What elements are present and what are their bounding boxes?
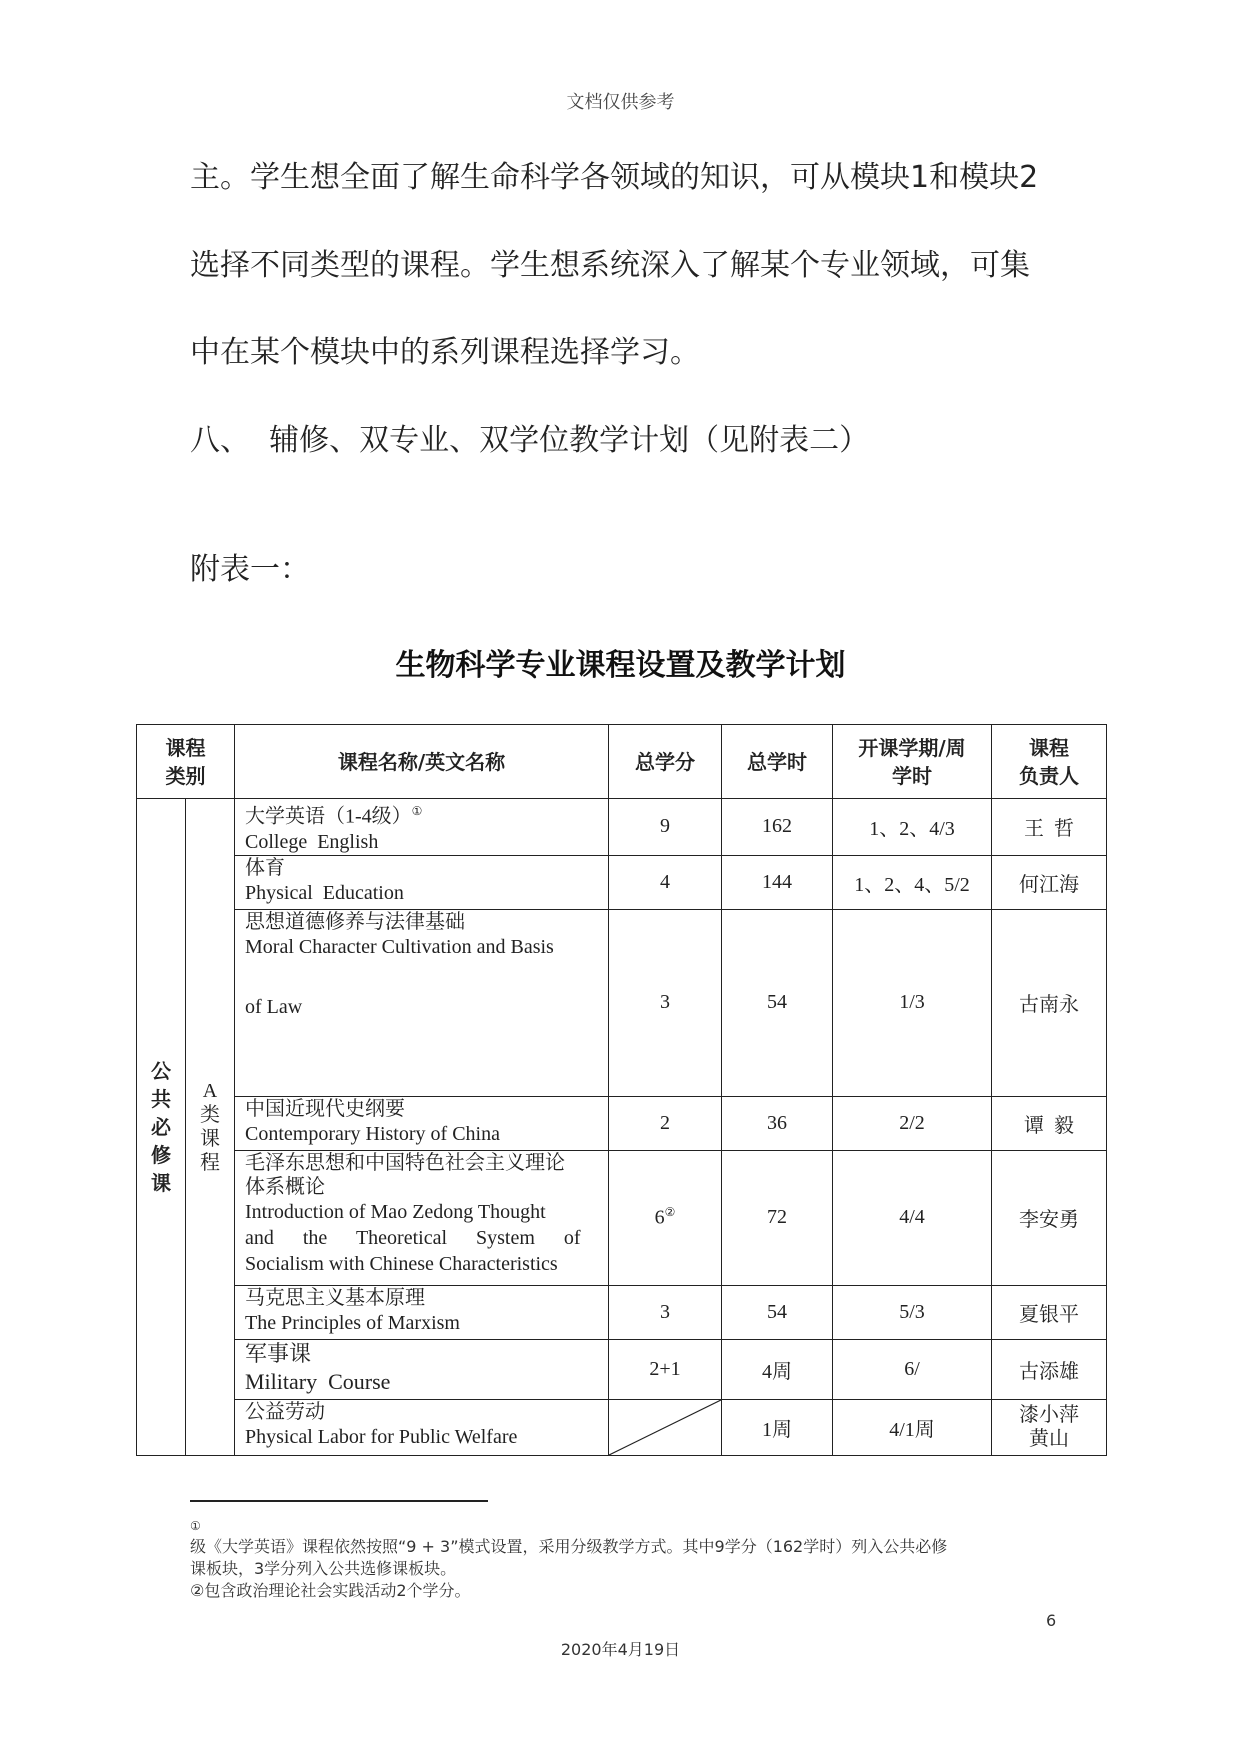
credits-cell-empty	[609, 1399, 722, 1455]
course-name-cell: 体育 Physical Education	[235, 855, 609, 909]
owner-cell: 李安勇	[992, 1150, 1107, 1285]
hours-cell: 1周	[722, 1399, 833, 1455]
credits-cell: 2+1	[609, 1339, 722, 1399]
table-row	[137, 1096, 1107, 1150]
owner-cell: 古添雄	[992, 1339, 1107, 1399]
header-owner: 课程 负责人	[992, 725, 1107, 799]
table-row	[137, 855, 1107, 909]
hours-cell: 72	[722, 1150, 833, 1285]
course-plan-table	[136, 724, 1107, 1456]
table-row	[137, 1285, 1107, 1339]
course-name-cell: 公益劳动 Physical Labor for Public Welfare	[235, 1399, 609, 1455]
owner-cell: 谭 毅	[992, 1096, 1107, 1150]
header-term: 开课学期/周 学时	[833, 725, 992, 799]
hours-cell: 54	[722, 909, 833, 1096]
footnote-mark-2: ②	[190, 1581, 205, 1600]
owner-cell: 何江海	[992, 855, 1107, 909]
section-heading-8: 八、 辅修、双专业、双学位教学计划（见附表二）	[190, 423, 870, 458]
credits-cell: 2	[609, 1096, 722, 1150]
footnote-ref-2: ②	[664, 1205, 676, 1220]
course-name-cell: 大学英语（1-4级）① College English	[235, 799, 609, 856]
page-footer-date: 2020年4月19日	[560, 1640, 681, 1659]
footnote-mark-1: ①	[190, 1519, 201, 1533]
hours-cell: 144	[722, 855, 833, 909]
category-cell: 公 共 必 修 课	[137, 799, 186, 1456]
term-cell: 4/1周	[833, 1399, 992, 1455]
hours-cell: 54	[722, 1285, 833, 1339]
page-header: 文档仅供参考	[566, 92, 675, 113]
term-cell: 6/	[833, 1339, 992, 1399]
term-cell: 4/4	[833, 1150, 992, 1285]
credits-cell: 3	[609, 1285, 722, 1339]
owner-cell: 古南永	[992, 909, 1107, 1096]
subcategory-cell: A 类 课 程	[186, 799, 235, 1456]
table-row	[137, 1339, 1107, 1399]
header-hours: 总学时	[722, 725, 833, 799]
footnote-separator	[190, 1500, 488, 1502]
body-paragraph-line-3: 中在某个模块中的系列课程选择学习。	[190, 335, 700, 370]
header-credits: 总学分	[609, 725, 722, 799]
page-number: 6	[1046, 1611, 1057, 1630]
table-row	[137, 1399, 1107, 1455]
appendix-label: 附表一：	[190, 552, 310, 587]
table-header-row	[137, 725, 1107, 799]
course-name-cell: 思想道德修养与法律基础 Moral Character Cultivation and Basis of Law	[235, 909, 609, 1096]
body-paragraph-line-2: 选择不同类型的课程。学生想系统深入了解某个专业领域，可集	[190, 248, 1030, 283]
term-cell: 5/3	[833, 1285, 992, 1339]
footnote-1-line-1: 级《大学英语》课程依然按照“9 + 3”模式设置，采用分级教学方式。其中9学分（162学时）列入公共必修	[190, 1537, 948, 1556]
credits-cell: 4	[609, 855, 722, 909]
body-paragraph-line-1: 主。学生想全面了解生命科学各领域的知识，可从模块1和模块2	[190, 160, 1039, 195]
course-name-cell: 中国近现代史纲要 Contemporary History of China	[235, 1096, 609, 1150]
owner-cell: 夏银平	[992, 1285, 1107, 1339]
credits-cell: 9	[609, 799, 722, 856]
table-row	[137, 799, 1107, 856]
hours-cell: 4周	[722, 1339, 833, 1399]
term-cell: 1/3	[833, 909, 992, 1096]
footnote-2: ②包含政治理论社会实践活动2个学分。	[190, 1581, 471, 1600]
hours-cell: 162	[722, 799, 833, 856]
footnote-ref-1: ①	[411, 804, 423, 818]
table-title: 生物科学专业课程设置及教学计划	[395, 648, 846, 683]
header-category: 课程 类别	[137, 725, 235, 799]
course-name-cell: 军事课 Military Course	[235, 1339, 609, 1399]
diagonal-slash-icon	[609, 1400, 721, 1455]
table-row	[137, 909, 1107, 1096]
course-name-cell: 毛泽东思想和中国特色社会主义理论 体系概论 Introduction of Mao Zedong Thought and the Theoretical System of Socialism with Chinese Characteristics	[235, 1150, 609, 1285]
footnote-1-line-2: 课板块，3学分列入公共选修课板块。	[190, 1559, 457, 1578]
credits-cell: 3	[609, 909, 722, 1096]
term-cell: 2/2	[833, 1096, 992, 1150]
term-cell: 1、2、4/3	[833, 799, 992, 856]
owner-cell: 王 哲	[992, 799, 1107, 856]
header-course-name: 课程名称/英文名称	[235, 725, 609, 799]
credits-cell: 6②	[609, 1150, 722, 1285]
term-cell: 1、2、4、5/2	[833, 855, 992, 909]
hours-cell: 36	[722, 1096, 833, 1150]
owner-cell: 漆小萍 黄山	[992, 1399, 1107, 1455]
table-row	[137, 1150, 1107, 1285]
course-name-cell: 马克思主义基本原理 The Principles of Marxism	[235, 1285, 609, 1339]
